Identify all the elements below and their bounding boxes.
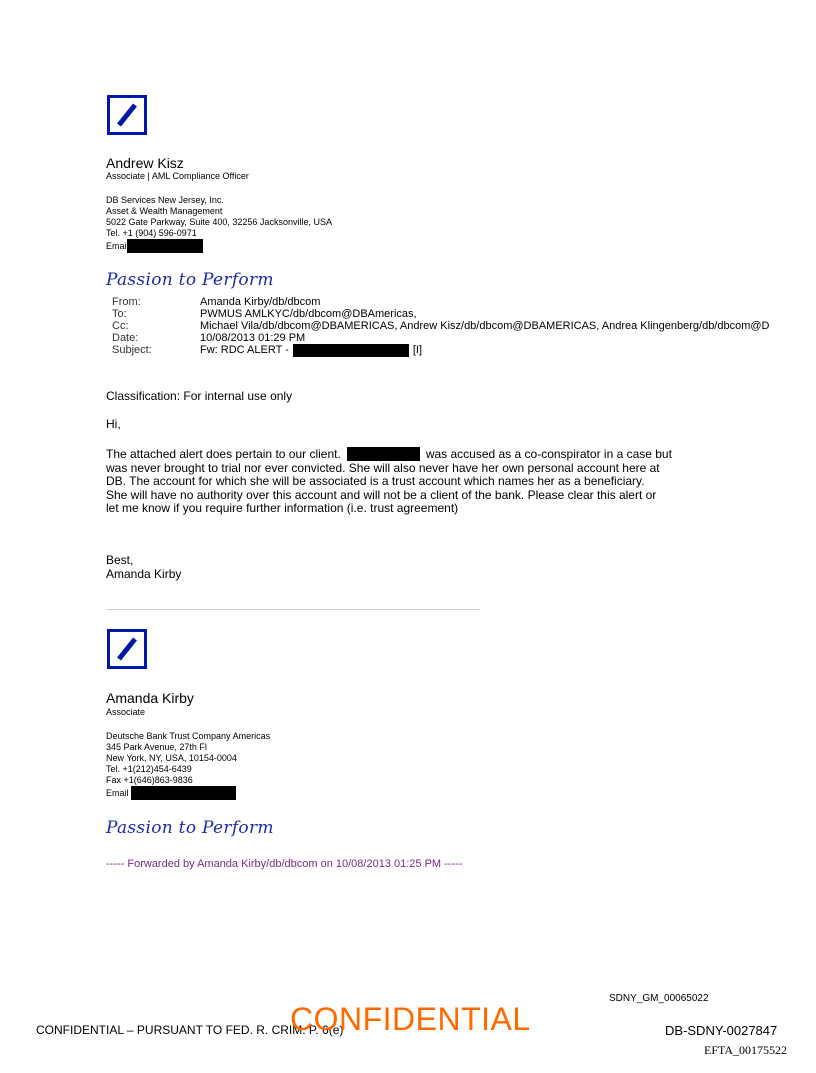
db-bates-number: DB-SDNY-0027847 <box>665 1023 778 1038</box>
header-label: Subject: <box>112 344 152 356</box>
header-subject <box>112 344 770 357</box>
email-label: Emai <box>106 241 127 251</box>
email-headers <box>112 296 770 357</box>
sender-name: Andrew Kisz <box>106 155 184 171</box>
deutsche-bank-logo-icon <box>107 629 147 669</box>
email-label: Email <box>106 788 129 798</box>
tel-line: Tel. +1 (904) 596-0971 <box>106 228 197 238</box>
efta-number: EFTA_00175522 <box>704 1043 788 1057</box>
closing <box>106 554 181 581</box>
paragraph-line: was never brought to trial nor ever convicted. She will also never have her own personal account here at <box>106 460 660 475</box>
header-label: To: <box>112 308 127 320</box>
signoff-name: Amanda Kirby <box>106 566 182 581</box>
signature-company <box>106 731 270 800</box>
header-value: 10/08/2013 01:29 PM <box>200 332 306 344</box>
divider <box>106 609 480 610</box>
classification: Classification: For internal use only <box>106 389 293 403</box>
subject-suffix: [I] <box>412 344 423 356</box>
confidential-notice: CONFIDENTIAL – PURSUANT TO FED. R. CRIM. P. 6(e) <box>36 1023 344 1037</box>
header-to <box>112 308 770 320</box>
header-cc <box>112 320 770 332</box>
tel-line: Tel. +1(212)454-6439 <box>106 764 192 774</box>
closing-line: Best, <box>106 553 134 567</box>
header-value: PWMUS AMLKYC/db/dbcom@DBAmericas, <box>200 308 417 320</box>
address-line: 345 Park Avenue, 27th Fl <box>106 742 207 752</box>
paragraph-line <box>106 447 672 462</box>
signature-company <box>106 195 332 253</box>
signature-title: Associate <box>106 707 146 717</box>
redaction-box <box>293 344 409 357</box>
header-value: Michael Vila/db/dbcom@DBAMERICAS, Andrew Kisz/db/dbcom@DBAMERICAS, Andrea Klingenberg/db/dbcom@D <box>200 320 770 332</box>
bates-number: SDNY_GM_00065022 <box>609 993 709 1004</box>
header-label: From: <box>112 296 141 308</box>
header-label: Cc: <box>112 320 129 332</box>
slogan-logo: Passion to Perform <box>106 818 274 838</box>
confidential-stamp: CONFIDENTIAL <box>290 1001 531 1037</box>
deutsche-bank-logo-icon <box>107 95 147 135</box>
forwarded-line: ----- Forwarded by Amanda Kirby/db/dbcom on 10/08/2013 01:25 PM ----- <box>106 858 463 870</box>
redaction-box <box>347 447 420 461</box>
paragraph-start: The attached alert does pertain to our client. <box>106 447 341 461</box>
division-line: Asset & Wealth Management <box>106 206 223 216</box>
email-line <box>106 786 270 800</box>
message-paragraph <box>106 447 672 516</box>
header-from <box>112 296 770 308</box>
greeting: Hi, <box>106 417 121 431</box>
redaction-box <box>127 239 203 253</box>
header-date <box>112 332 770 344</box>
paragraph-line: She will have no authority over this account and will not be a client of the bank. Please clear this alert or <box>106 487 657 502</box>
paragraph-line: DB. The account for which she will be associated is a trust account which names her as a beneficiary. <box>106 474 645 488</box>
company-line: Deutsche Bank Trust Company Americas <box>106 731 271 741</box>
sender-title: Associate | AML Compliance Officer <box>106 171 249 181</box>
header-label: Date: <box>112 332 139 344</box>
address-line: 5022 Gate Parkway, Suite 400, 32256 Jacksonville, USA <box>106 217 332 227</box>
redaction-box <box>131 786 236 800</box>
header-value: Amanda Kirby/db/dbcom <box>200 296 321 308</box>
company-line: DB Services New Jersey, Inc. <box>106 195 224 205</box>
address-line: New York, NY, USA, 10154-0004 <box>106 753 237 763</box>
slogan-logo: Passion to Perform <box>106 270 274 290</box>
subject-prefix: Fw: RDC ALERT - <box>200 344 289 356</box>
paragraph-line: let me know if you require further information (i.e. trust agreement) <box>106 501 459 515</box>
signature-name: Amanda Kirby <box>106 690 194 706</box>
paragraph-continued: was accused as a co-conspirator in a case but <box>425 447 672 461</box>
email-line <box>106 239 332 253</box>
fax-line: Fax +1(646)863-9836 <box>106 775 193 785</box>
